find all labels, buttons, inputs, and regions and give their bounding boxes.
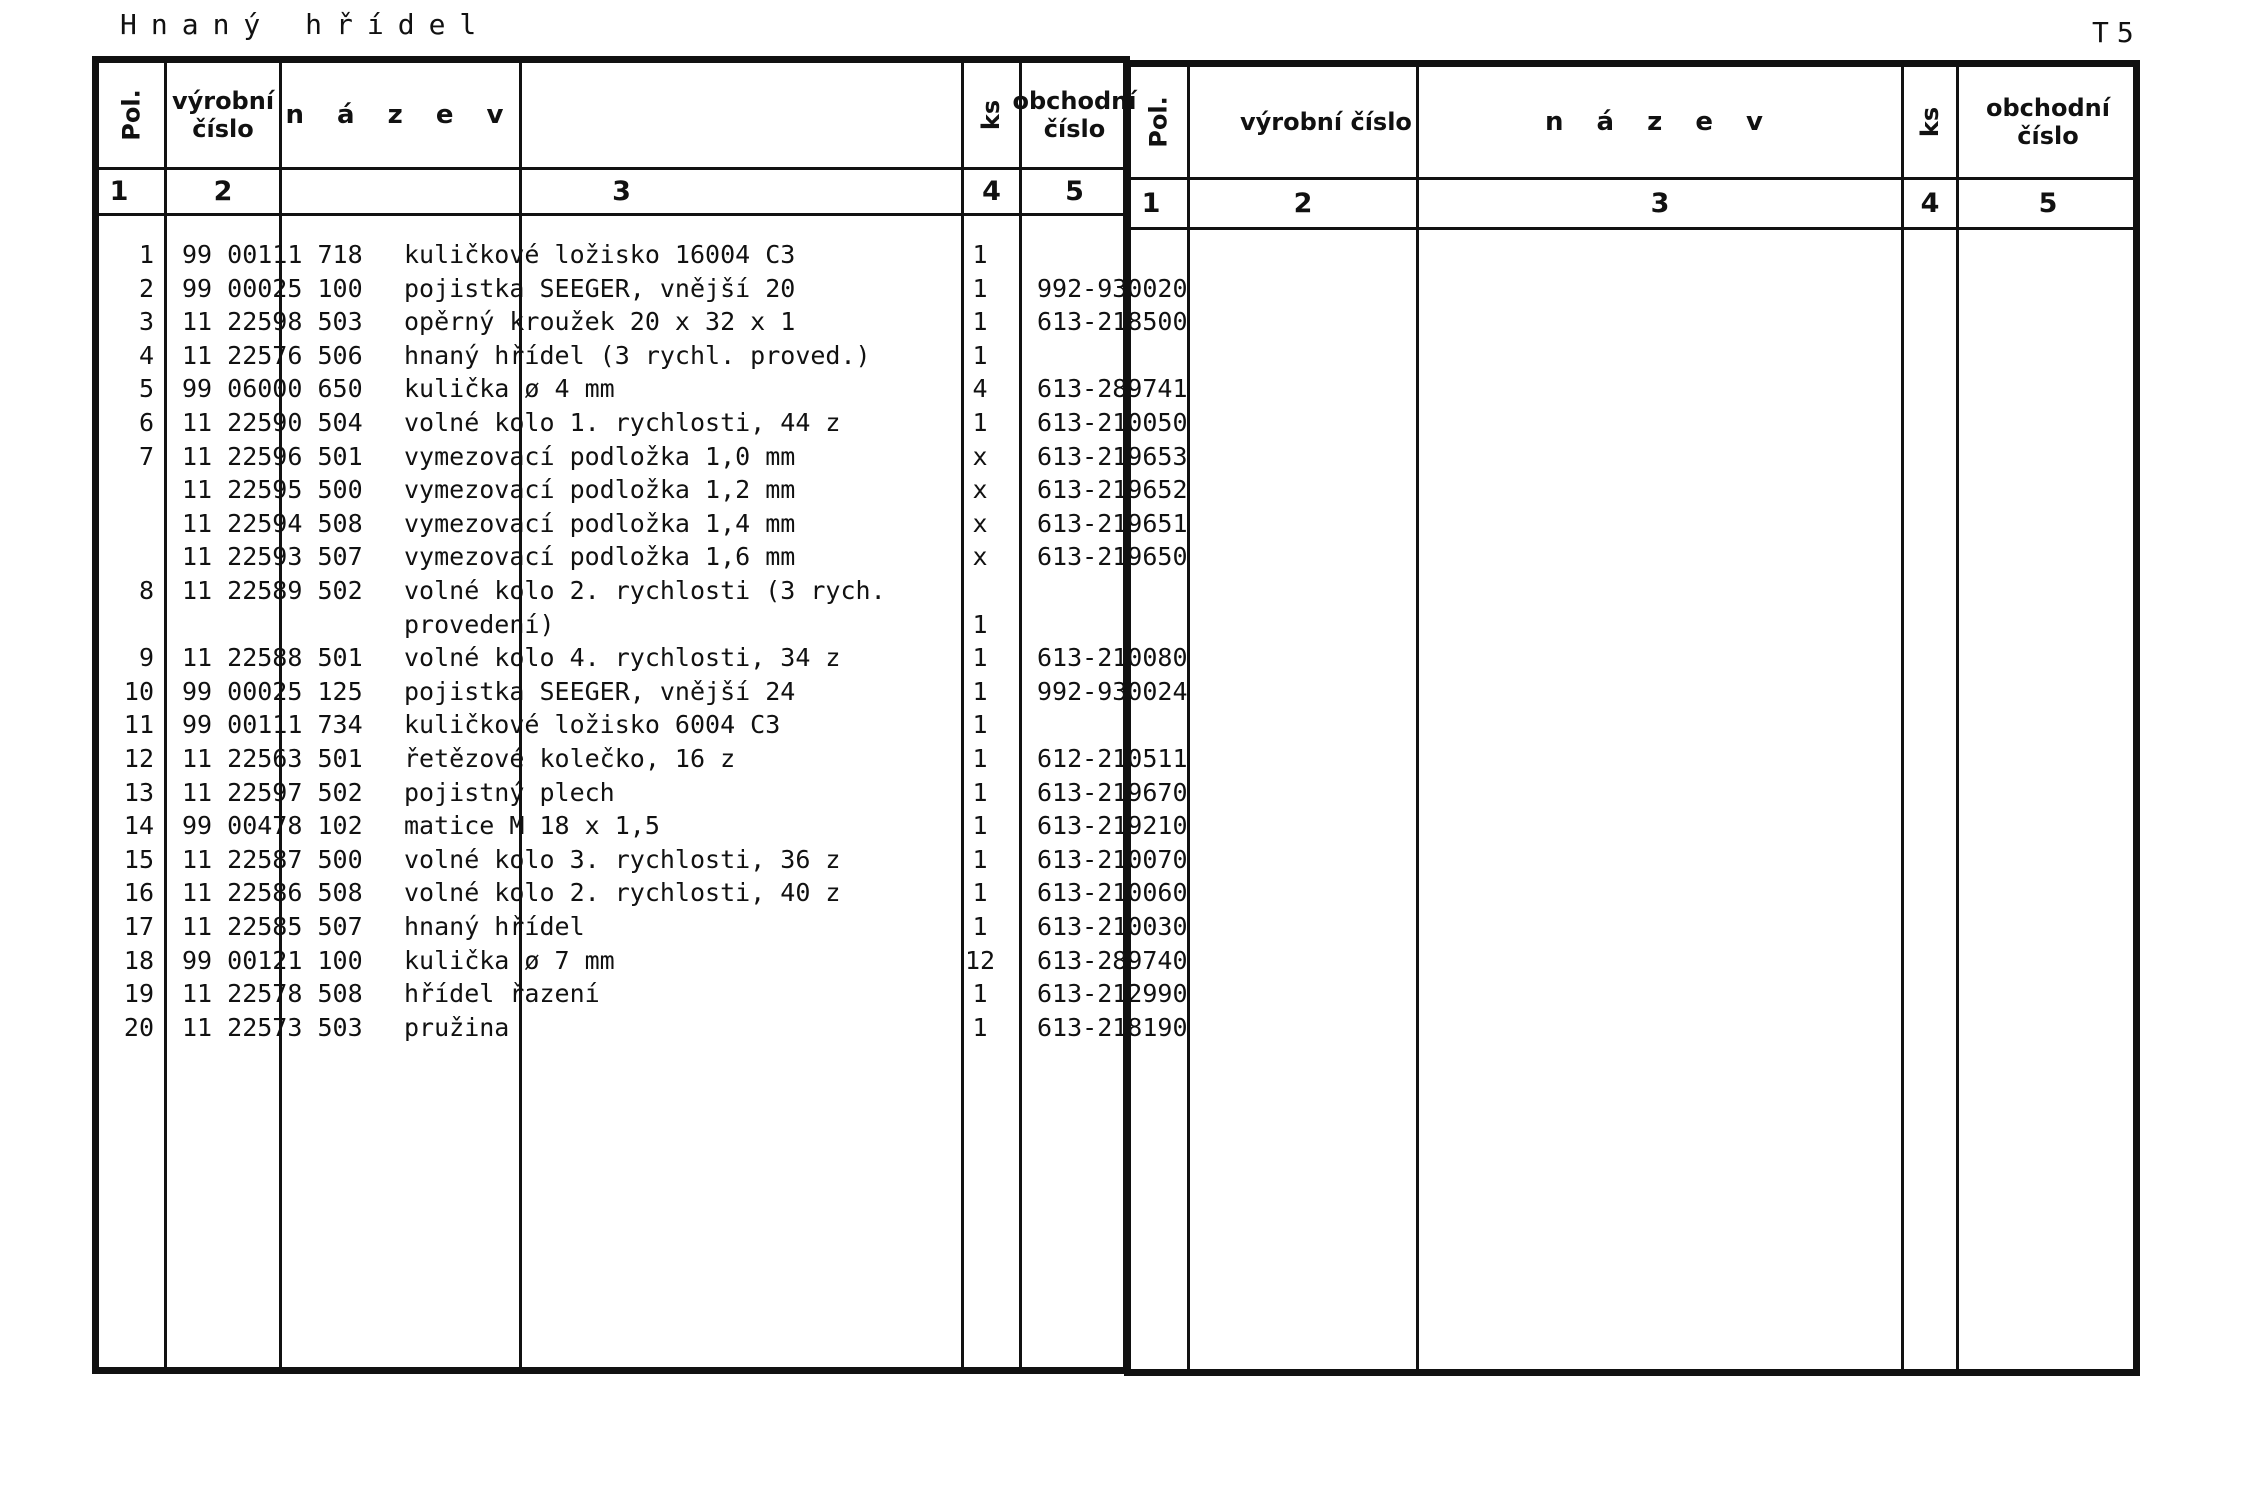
table-row <box>92 406 1188 440</box>
header-divider <box>99 213 1123 216</box>
row-ks: 1 <box>972 811 988 841</box>
row-vyrobni-cislo: 11 22598 503 <box>182 307 363 337</box>
row-nazev: matice M 18 x 1,5 <box>404 811 660 841</box>
row-ks: 1 <box>972 912 988 941</box>
row-vyrobni-cislo: 99 06000 650 <box>182 374 363 404</box>
row-pol: 11 <box>123 710 154 740</box>
row-vyrobni-cislo: 11 22573 503 <box>182 1012 363 1042</box>
col-number-2-right: 2 <box>1293 188 1313 219</box>
row-vyrobni-cislo: 11 22563 501 <box>182 744 363 773</box>
row-pol: 1 <box>138 240 154 269</box>
row-ks: 1 <box>972 273 988 303</box>
col-number-4: 4 <box>982 176 1001 207</box>
table-row <box>92 372 1188 406</box>
row-ks: 1 <box>972 340 988 370</box>
row-pol: 12 <box>123 744 154 773</box>
col-number-1: 1 <box>109 176 129 207</box>
row-vyrobni-cislo: 11 22578 508 <box>182 979 363 1009</box>
row-pol: 5 <box>138 374 154 404</box>
col-number-5-right: 5 <box>2038 188 2058 219</box>
table-row <box>92 339 1130 373</box>
row-pol: 6 <box>138 408 154 437</box>
col-number-5: 5 <box>1065 176 1084 207</box>
row-vyrobni-cislo: 11 22589 502 <box>182 576 363 605</box>
row-pol: 2 <box>138 273 154 303</box>
table-row <box>92 675 1188 709</box>
row-nazev: pojistka SEEGER, vnější 20 <box>404 273 796 303</box>
row-vyrobni-cislo: 99 00478 102 <box>182 811 363 841</box>
row-nazev: hřídel řazení <box>404 979 600 1009</box>
row-pol: 3 <box>138 307 154 337</box>
row-ks: 1 <box>972 979 988 1009</box>
table-row <box>92 910 1188 944</box>
row-pol: 16 <box>123 878 154 908</box>
table-row <box>92 641 1188 675</box>
row-vyrobni-cislo: 11 22597 502 <box>182 777 363 807</box>
table-row <box>92 1011 1188 1045</box>
row-pol: 4 <box>138 340 154 370</box>
row-obchodni-cislo: 613-219653 <box>1037 441 1188 471</box>
row-vyrobni-cislo: 99 00121 100 <box>182 945 363 975</box>
row-ks: x <box>972 475 988 505</box>
row-nazev: vymezovací podložka 1,6 mm <box>404 542 796 572</box>
row-obchodni-cislo: 613-219670 <box>1037 777 1188 807</box>
row-ks: 4 <box>972 374 988 404</box>
row-pol: 17 <box>123 912 154 941</box>
row-nazev: pojistný plech <box>404 777 615 807</box>
row-vyrobni-cislo: 11 22586 508 <box>182 878 363 908</box>
row-ks: 1 <box>972 307 988 337</box>
row-nazev: řetězové kolečko, 16 z <box>404 744 736 773</box>
row-vyrobni-cislo: 11 22576 506 <box>182 340 363 370</box>
header-obchodni-cislo: obchodní číslo <box>1012 87 1137 143</box>
row-ks: 1 <box>972 408 988 437</box>
table-row <box>92 608 1130 642</box>
row-vyrobni-cislo: 11 22587 500 <box>182 844 363 874</box>
row-vyrobni-cislo: 11 22588 501 <box>182 643 363 673</box>
table-row <box>92 238 1130 272</box>
row-pol: 20 <box>123 1012 154 1042</box>
table-row <box>92 440 1188 474</box>
table-row <box>92 473 1188 507</box>
row-obchodni-cislo: 613-210050 <box>1037 408 1188 437</box>
row-obchodni-cislo: 613-210060 <box>1037 878 1188 908</box>
row-obchodni-cislo: 613-289741 <box>1037 374 1188 404</box>
table-row <box>92 272 1188 306</box>
column-divider <box>1416 67 1419 1369</box>
col-number-3-right: 3 <box>1650 188 1670 219</box>
header-nazev-right: n á z e v <box>1545 107 1775 137</box>
row-nazev: volné kolo 3. rychlosti, 36 z <box>404 844 841 874</box>
row-ks: 1 <box>972 1012 988 1042</box>
row-pol: 18 <box>123 945 154 975</box>
col-number-3: 3 <box>612 176 631 207</box>
row-vyrobni-cislo: 11 22590 504 <box>182 408 363 437</box>
table-row <box>92 708 1130 742</box>
col-number-4-right: 4 <box>1920 188 1940 219</box>
header-pol-right: Pol. <box>1144 96 1173 148</box>
row-nazev: vymezovací podložka 1,2 mm <box>404 475 796 505</box>
row-obchodni-cislo: 613-218500 <box>1037 307 1188 337</box>
row-vyrobni-cislo: 99 00025 125 <box>182 676 363 706</box>
page-code: T5 <box>2092 16 2142 49</box>
table-row <box>92 809 1188 843</box>
row-nazev: pružina <box>404 1012 510 1042</box>
page-title: Hnaný hřídel <box>120 8 491 41</box>
row-ks: x <box>972 508 988 538</box>
row-nazev: hnaný hřídel (3 rychl. proved.) <box>404 340 871 370</box>
row-vyrobni-cislo: 99 00111 718 <box>182 240 363 269</box>
row-nazev: pojistka SEEGER, vnější 24 <box>404 676 796 706</box>
row-vyrobni-cislo: 11 22594 508 <box>182 508 363 538</box>
row-pol: 19 <box>123 979 154 1009</box>
row-pol: 8 <box>138 576 154 605</box>
column-divider <box>1187 67 1190 1369</box>
row-obchodni-cislo: 613-210080 <box>1037 643 1188 673</box>
row-pol: 14 <box>123 811 154 841</box>
column-divider <box>1901 67 1904 1369</box>
row-nazev: volné kolo 2. rychlosti, 40 z <box>404 878 841 908</box>
row-nazev: vymezovací podložka 1,4 mm <box>404 508 796 538</box>
row-obchodni-cislo: 613-219650 <box>1037 542 1188 572</box>
header-ks: ks <box>977 99 1006 131</box>
row-obchodni-cislo: 613-219651 <box>1037 508 1188 538</box>
table-row <box>92 843 1188 877</box>
row-obchodni-cislo: 992-930024 <box>1037 676 1188 706</box>
row-pol: 10 <box>123 676 154 706</box>
table-row <box>92 507 1188 541</box>
row-ks: x <box>972 542 988 572</box>
header-pol: Pol. <box>117 89 146 141</box>
row-ks: 1 <box>972 240 988 269</box>
row-nazev: provedení) <box>404 609 555 639</box>
row-ks: 1 <box>972 878 988 908</box>
row-vyrobni-cislo: 99 00111 734 <box>182 710 363 740</box>
col-number-2: 2 <box>213 176 233 207</box>
table-row <box>92 776 1188 810</box>
row-ks: 1 <box>972 744 988 773</box>
row-nazev: volné kolo 1. rychlosti, 44 z <box>404 408 841 437</box>
row-nazev: vymezovací podložka 1,0 mm <box>404 441 796 471</box>
row-pol: 13 <box>123 777 154 807</box>
header-ks-right: ks <box>1916 106 1944 138</box>
row-ks: 1 <box>972 676 988 706</box>
row-nazev: hnaný hřídel <box>404 912 585 941</box>
row-nazev: kulička ø 7 mm <box>404 945 615 975</box>
row-obchodni-cislo: 613-210030 <box>1037 912 1188 941</box>
row-obchodni-cislo: 613-219652 <box>1037 475 1188 505</box>
row-pol: 9 <box>138 643 154 673</box>
header-divider <box>1131 227 2133 230</box>
row-obchodni-cislo: 613-219210 <box>1037 811 1188 841</box>
row-nazev: kuličkové ložisko 6004 C3 <box>404 710 781 740</box>
row-pol: 7 <box>138 441 154 471</box>
row-nazev: opěrný kroužek 20 x 32 x 1 <box>404 307 796 337</box>
header-vyrobni-cislo: výrobní číslo <box>171 87 275 143</box>
table-row <box>92 574 1130 608</box>
header-vyrobni-cislo-right: výrobní číslo <box>1240 108 1412 136</box>
row-vyrobni-cislo: 11 22585 507 <box>182 912 363 941</box>
row-obchodni-cislo: 613-210070 <box>1037 844 1188 874</box>
row-vyrobni-cislo: 99 00025 100 <box>182 273 363 303</box>
col-number-1-right: 1 <box>1141 188 1161 219</box>
row-ks: x <box>972 441 988 471</box>
table-row <box>92 540 1188 574</box>
table-row <box>92 944 1188 978</box>
row-obchodni-cislo: 613-289740 <box>1037 945 1188 975</box>
row-obchodni-cislo: 992-930020 <box>1037 273 1188 303</box>
row-obchodni-cislo: 612-210511 <box>1037 744 1188 773</box>
table-row <box>92 876 1188 910</box>
header-obchodni-cislo-right: obchodní číslo <box>1986 94 2110 150</box>
row-ks: 1 <box>972 643 988 673</box>
column-divider <box>1956 67 1959 1369</box>
row-ks: 12 <box>964 945 996 975</box>
row-obchodni-cislo: 613-218190 <box>1037 1012 1188 1042</box>
row-pol: 15 <box>123 844 154 874</box>
row-ks: 1 <box>972 609 988 639</box>
row-vyrobni-cislo: 11 22596 501 <box>182 441 363 471</box>
row-vyrobni-cislo: 11 22593 507 <box>182 542 363 572</box>
row-nazev: kulička ø 4 mm <box>404 374 615 404</box>
right-parts-table <box>1124 60 2140 1376</box>
table-row <box>92 742 1188 776</box>
row-nazev: volné kolo 4. rychlosti, 34 z <box>404 643 841 673</box>
row-vyrobni-cislo: 11 22595 500 <box>182 475 363 505</box>
header-nazev: n á z e v <box>285 100 516 130</box>
table-row <box>92 977 1188 1011</box>
row-obchodni-cislo: 613-212990 <box>1037 979 1188 1009</box>
row-ks: 1 <box>972 710 988 740</box>
row-nazev: volné kolo 2. rychlosti (3 rych. <box>404 576 886 605</box>
row-ks: 1 <box>972 844 988 874</box>
row-nazev: kuličkové ložisko 16004 C3 <box>404 240 796 269</box>
parts-list <box>92 238 1188 1058</box>
table-row <box>92 305 1188 339</box>
row-ks: 1 <box>972 777 988 807</box>
